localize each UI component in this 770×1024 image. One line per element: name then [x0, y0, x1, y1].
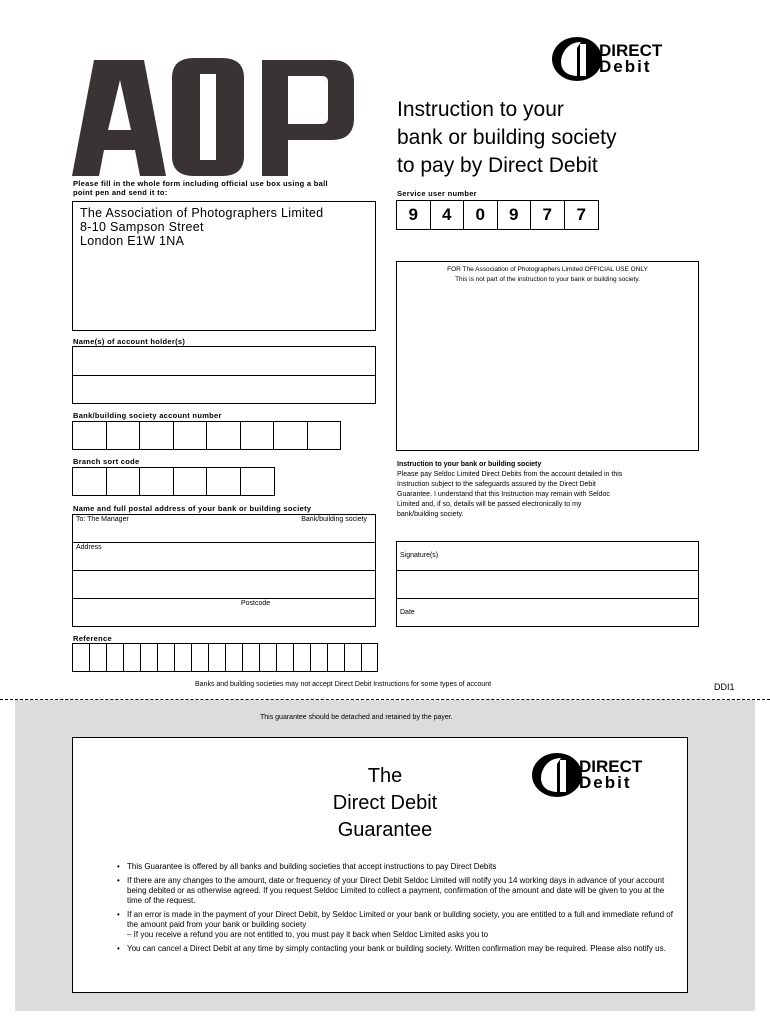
reference-cell[interactable]	[277, 644, 294, 671]
address-label: Address	[76, 544, 102, 551]
sort-code-field[interactable]	[72, 467, 275, 496]
reference-cell[interactable]	[345, 644, 362, 671]
bank-address-label: Name and full postal address of your bank or building society	[73, 504, 312, 513]
official-use-note: This is not part of the instruction to your bank or building society.	[455, 276, 640, 283]
reference-cell[interactable]	[311, 644, 328, 671]
service-user-digit: 0	[464, 201, 498, 229]
form-code: DDI1	[714, 682, 735, 692]
sort-code-label: Branch sort code	[73, 457, 140, 466]
reference-cell[interactable]	[124, 644, 141, 671]
page-title	[397, 96, 697, 180]
footer-note: Banks and building societies may not accept Direct Debit Instructions for some types of account	[195, 681, 492, 688]
signature-row[interactable]	[397, 571, 698, 600]
account-holder-line[interactable]	[73, 376, 375, 405]
account-number-cell[interactable]	[174, 422, 207, 449]
signature-row[interactable]	[397, 542, 698, 571]
fill-instruction	[73, 179, 373, 197]
bank-address-row[interactable]	[73, 543, 375, 571]
bank-society-label: Bank/building society	[301, 516, 367, 523]
service-user-digit: 9	[397, 201, 431, 229]
service-user-label: Service user number	[397, 189, 477, 198]
account-number-cell[interactable]	[73, 422, 107, 449]
guarantee-title-line: Direct Debit	[332, 792, 438, 814]
service-user-digit: 4	[431, 201, 465, 229]
sort-code-cell[interactable]	[107, 468, 140, 495]
reference-cell[interactable]	[141, 644, 158, 671]
sort-code-cell[interactable]	[241, 468, 274, 495]
address-line: 8-10 Sampson Street	[80, 220, 204, 234]
reference-cell[interactable]	[328, 644, 345, 671]
guarantee-item: • This Guarantee is offered by all banks and building societies that accept instructions to pay Direct Debits	[115, 862, 675, 872]
account-number-cell[interactable]	[241, 422, 274, 449]
title-line: bank or building society	[397, 126, 617, 149]
account-number-cell[interactable]	[274, 422, 308, 449]
instruction-body-line: Please pay Seldoc Limited Direct Debits from the account detailed in this	[397, 471, 623, 478]
account-holder-field[interactable]	[72, 346, 376, 404]
bank-address-box	[72, 514, 376, 627]
guarantee-item: • You can cancel a Direct Debit at any time by simply contacting your bank or building society. Written confirmation may be required. Please also notify us.	[115, 944, 675, 954]
reference-cell[interactable]	[158, 644, 175, 671]
reference-cell[interactable]	[209, 644, 226, 671]
reference-cell[interactable]	[260, 644, 277, 671]
guarantee-title	[285, 763, 485, 844]
service-user-digit: 7	[576, 205, 586, 224]
guarantee-sub-item: – If you receive a refund you are not entitled to, you must pay it back when Seldoc Limited asks you to	[127, 930, 489, 939]
direct-debit-mark-icon	[551, 36, 603, 82]
reference-cell[interactable]	[243, 644, 260, 671]
account-number-cell[interactable]	[207, 422, 241, 449]
to-manager-label: To: The Manager	[76, 516, 129, 523]
guarantee-item: • If an error is made in the payment of your Direct Debit, by Seldoc Limited or your bank or building society, you are entitled to a full and immediate refund of the amount paid from your bank or building society	[115, 910, 675, 930]
direct-debit-logo-line1: DIRECT	[599, 41, 663, 61]
postcode-label: Postcode	[241, 600, 271, 607]
fill-instruction-line: Please fill in the whole form including official use box using a ball	[73, 179, 328, 188]
bank-name-row[interactable]	[73, 515, 375, 543]
direct-debit-logo-line2: Debit	[579, 773, 632, 792]
service-user-number	[396, 200, 599, 230]
instruction-body-line: Guarantee. I understand that this Instruction may remain with Seldoc	[397, 491, 610, 498]
account-number-cell[interactable]	[308, 422, 340, 449]
reference-cell[interactable]	[90, 644, 107, 671]
date-label: Date	[400, 609, 415, 617]
account-number-label: Bank/building society account number	[73, 411, 222, 420]
address-line: London E1W 1NA	[80, 234, 185, 248]
title-line: Instruction to your	[397, 98, 564, 121]
sort-code-cell[interactable]	[207, 468, 241, 495]
signature-label: Signature(s)	[400, 552, 439, 559]
service-user-digit: 9	[498, 201, 532, 229]
detach-note: This guarantee should be detached and retained by the payer.	[260, 714, 453, 721]
instruction-body-line: Instruction subject to the safeguards assured by the Direct Debit	[397, 481, 596, 488]
sort-code-cell[interactable]	[73, 468, 107, 495]
reference-cell[interactable]	[192, 644, 209, 671]
reference-cell[interactable]	[107, 644, 124, 671]
sort-code-cell[interactable]	[140, 468, 174, 495]
signature-box	[396, 541, 699, 627]
direct-debit-mark-icon	[531, 752, 583, 798]
direct-debit-logo	[551, 36, 662, 82]
instruction-body-line: Limited and, if so, details will be passed electronically to my	[397, 501, 582, 508]
fill-instruction-line: point pen and send it to:	[73, 188, 168, 197]
account-number-field[interactable]	[72, 421, 341, 450]
reference-cell[interactable]	[175, 644, 192, 671]
instruction-text	[397, 460, 697, 520]
account-holder-label: Name(s) of account holder(s)	[73, 337, 186, 346]
bank-postcode-row[interactable]	[73, 599, 375, 626]
account-holder-line[interactable]	[73, 347, 375, 376]
reference-cell[interactable]	[294, 644, 311, 671]
title-line: to pay by Direct Debit	[397, 154, 598, 177]
reference-field[interactable]	[72, 643, 378, 672]
instruction-heading: Instruction to your bank or building society	[397, 461, 542, 468]
reference-cell[interactable]	[73, 644, 90, 671]
guarantee-list	[115, 862, 675, 958]
recipient-address-box	[72, 201, 376, 331]
guarantee-item: • If there are any changes to the amount, date or frequency of your Direct Debit Seldoc Limited will notify you 14 working days in advance of your account being debited or as otherwise agreed. If you request Seldoc Limited to collect a payment, confirmation of the amount and date will be given to you at the time of the request.	[115, 876, 675, 906]
direct-debit-logo-line1: DIRECT	[579, 757, 643, 777]
sort-code-cell[interactable]	[174, 468, 207, 495]
guarantee-title-line: The	[367, 765, 403, 787]
address-line: The Association of Photographers Limited	[80, 206, 324, 220]
account-number-cell[interactable]	[140, 422, 174, 449]
reference-label: Reference	[73, 634, 112, 643]
service-user-digit: 7	[531, 201, 565, 229]
official-use-heading: FOR The Association of Photographers Limited OFFICIAL USE ONLY	[447, 266, 648, 273]
reference-cell[interactable]	[362, 644, 377, 671]
guarantee-title-line: Guarantee	[337, 819, 433, 841]
direct-debit-logo-line2: Debit	[599, 57, 652, 76]
instruction-body-line: bank/building society.	[397, 511, 464, 518]
date-row[interactable]	[397, 599, 698, 628]
guarantee-direct-debit-logo	[531, 752, 642, 798]
official-use-box	[396, 261, 699, 451]
bank-address-row[interactable]	[73, 571, 375, 599]
account-number-cell[interactable]	[107, 422, 140, 449]
reference-cell[interactable]	[226, 644, 243, 671]
aop-logo	[72, 58, 368, 176]
